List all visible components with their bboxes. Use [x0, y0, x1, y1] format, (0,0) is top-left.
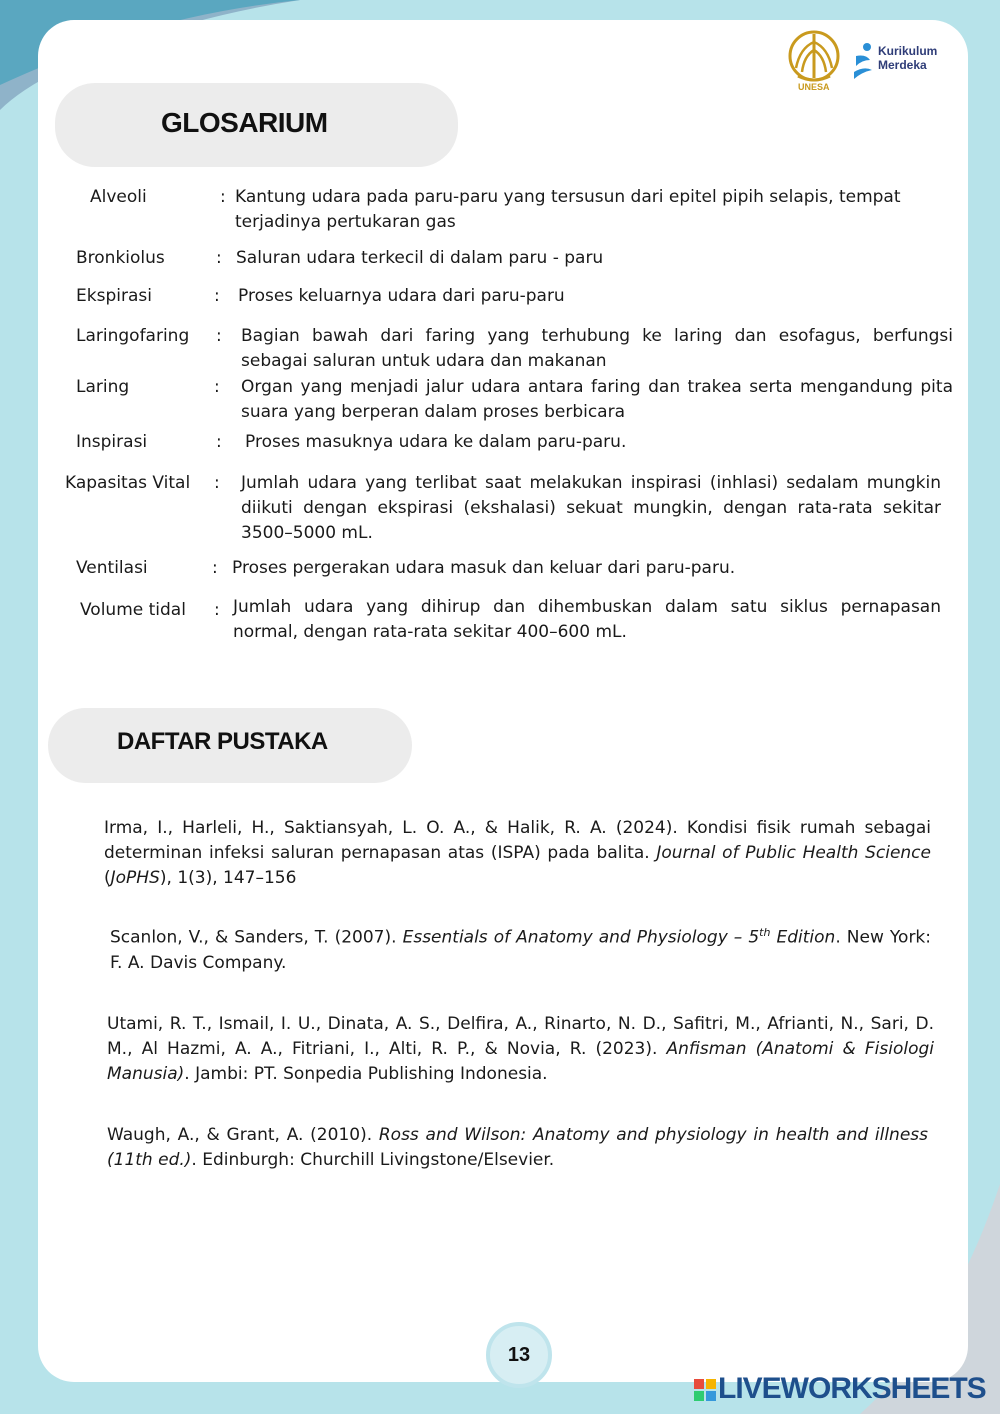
- glossary-heading: GLOSARIUM: [161, 107, 328, 138]
- glossary-term: Inspirasi: [76, 432, 148, 452]
- glossary-definition: Proses pergerakan udara masuk dan keluar dari paru-paru.: [232, 558, 736, 578]
- glossary-definition: Saluran udara terkecil di dalam paru - paru: [236, 248, 604, 268]
- glossary-definition: Proses masuknya udara ke dalam paru-paru.: [245, 432, 627, 452]
- references-heading: DAFTAR PUSTAKA: [117, 728, 328, 755]
- glossary-term: Kapasitas Vital: [65, 473, 191, 493]
- glossary-definition: Jumlah udara yang terlibat saat melakukan inspirasi (inhlasi) sedalam mungkin diikuti dengan ekspirasi (ekshalasi) sekuat mungkin, dengan rata-rata sekitar 3500–5000 mL.: [241, 473, 941, 543]
- glossary-term: Laringofaring: [76, 326, 190, 346]
- kurikulum-text: Kurikulum: [878, 44, 938, 58]
- glossary-colon: :: [212, 558, 218, 578]
- glossary-definition: Jumlah udara yang dihirup dan dihembuskan dalam satu siklus pernapasan normal, dengan rata-rata sekitar 400–600 mL.: [233, 597, 941, 642]
- glossary-colon: :: [214, 286, 220, 306]
- glossary-colon: :: [216, 432, 222, 452]
- glossary-colon: :: [216, 326, 222, 346]
- glossary-colon: :: [214, 377, 220, 397]
- kurikulum-merdeka-logo-icon: [852, 42, 874, 80]
- glossary-definition: Kantung udara pada paru-paru yang tersusun dari epitel pipih selapis, tempat terjadinya pertukaran gas: [235, 187, 901, 232]
- reference-item: Scanlon, V., & Sanders, T. (2007). Essentials of Anatomy and Physiology – 5th Edition. New York: F. A. Davis Company.: [110, 926, 932, 973]
- merdeka-text: Merdeka: [878, 58, 927, 72]
- glossary-definition: Bagian bawah dari faring yang terhubung ke laring dan esofagus, berfungsi sebagai saluran untuk udara dan makanan: [241, 326, 953, 371]
- glossary-colon: :: [220, 187, 226, 207]
- page-number: 13: [486, 1322, 552, 1388]
- glossary-term: Ventilasi: [76, 558, 148, 578]
- kurikulum-merdeka-logo-text: [878, 44, 937, 72]
- glossary-colon: :: [214, 600, 220, 620]
- reference-item: Waugh, A., & Grant, A. (2010). Ross and Wilson: Anatomy and physiology in health and illness (11th ed.). Edinburgh: Churchill Livingstone/Elsevier.: [107, 1125, 928, 1170]
- liveworksheets-text: LIVEWORKSHEETS: [718, 1372, 986, 1405]
- header-logos: [784, 28, 954, 94]
- glossary-term: Alveoli: [90, 187, 147, 207]
- references-heading-pill: [48, 708, 412, 783]
- glossary-term: Ekspirasi: [76, 286, 152, 306]
- glossary-heading-pill: [55, 83, 458, 167]
- unesa-logo-text: UNESA: [798, 82, 830, 92]
- reference-item: Irma, I., Harleli, H., Saktiansyah, L. O. A., & Halik, R. A. (2024). Kondisi fisik rumah sebagai determinan infeksi saluran pernapasan atas (ISPA) pada balita. Journal of Public Health Science (JoPHS), 1(3), 147–156: [104, 818, 931, 888]
- glossary-definition: Organ yang menjadi jalur udara antara faring dan trakea serta mengandung pita suara yang berperan dalam proses berbicara: [241, 377, 953, 422]
- liveworksheets-grid-icon: [694, 1379, 716, 1401]
- glossary-colon: :: [216, 248, 222, 268]
- glossary-term: Bronkiolus: [76, 248, 165, 268]
- glossary-term: Laring: [76, 377, 130, 397]
- glossary-colon: :: [214, 473, 220, 493]
- glossary-definition: Proses keluarnya udara dari paru-paru: [238, 286, 565, 306]
- glossary-term: Volume tidal: [80, 600, 186, 620]
- reference-item: Utami, R. T., Ismail, I. U., Dinata, A. S., Delfira, A., Rinarto, N. D., Safitri, M., Afrianti, N., Sari, D. M., Al Hazmi, A. A., Fitriani, I., Alti, R. P., & Novia, R. (2023). Anfisman (Anatomi & Fisiologi Manusia). Jambi: PT. Sonpedia Publishing Indonesia.: [107, 1014, 934, 1084]
